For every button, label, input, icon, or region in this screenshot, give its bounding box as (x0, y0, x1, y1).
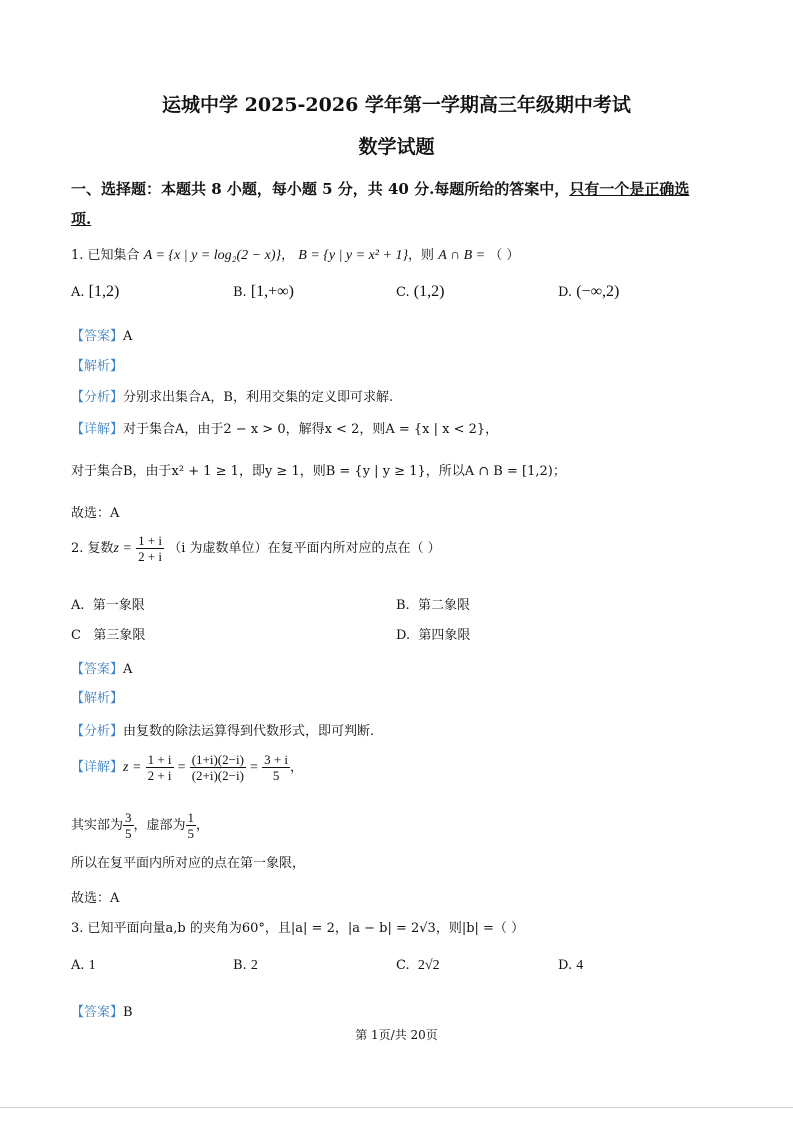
exam-subtitle: 数学试题 (358, 136, 435, 158)
answer-value: A (123, 329, 133, 344)
option-label: A. (71, 598, 85, 613)
exam-title: 运城中学 2025-2026 学年第一学期高三年级期中考试 (162, 94, 631, 116)
q2-option-a (71, 594, 145, 613)
option-value: 第四象限 (418, 628, 471, 643)
fenxi-text: 分别求出集合A，B，利用交集的定义即可求解. (123, 390, 394, 405)
q2-fenxi (71, 720, 374, 739)
frac-denominator: (2+i)(2−i) (191, 768, 244, 783)
q1-set-b: B = {y | y = x² + 1} (298, 248, 409, 263)
q2-detail-frac-3 (262, 752, 290, 783)
frac-denominator: 2 + i (147, 768, 172, 783)
option-value: 第二象限 (417, 598, 470, 613)
q1-detail (71, 418, 498, 437)
option-value: 2√2 (417, 958, 440, 973)
option-value: 第一象限 (92, 598, 145, 613)
q1-stem-mid: ，则 (408, 248, 435, 263)
option-value: 第三象限 (93, 628, 146, 643)
q2-analysis-tag (71, 687, 123, 706)
q2-detail-z: z = (123, 760, 142, 775)
answer-tag: 【答案】 (71, 662, 124, 677)
answer-value: A (123, 662, 133, 677)
q2-choose: 故选：A (71, 891, 120, 906)
analysis-tag: 【解析】 (71, 359, 124, 374)
q1-option-c (396, 283, 444, 301)
question-2-stem (71, 533, 441, 564)
q1-option-d (558, 283, 619, 301)
detail-text: 对于集合A，由于2 − x > 0，解得x < 2，则A = {x | x < 2}， (123, 422, 499, 437)
comma: ， (196, 818, 210, 833)
q1-stem-prefix: 1. 已知集合 (71, 248, 140, 263)
frac-denominator: 5 (272, 768, 280, 783)
q3-answer (71, 1001, 133, 1020)
imag-part-label: ，虚部为 (133, 818, 186, 833)
q1-analysis-tag (71, 355, 123, 374)
q1-sep: ， (281, 248, 295, 263)
option-label: B. (233, 285, 247, 300)
q3-option-a (71, 958, 96, 974)
question-1-stem (71, 248, 519, 264)
analysis-tag: 【解析】 (71, 691, 124, 706)
q1-fenxi (71, 386, 393, 405)
q2-stem-suffix: （i 为虚数单位）在复平面内所对应的点在（ ） (168, 541, 441, 556)
frac-denominator: 5 (125, 826, 132, 841)
frac-numerator: 1 (187, 810, 195, 825)
option-value: [1,2) (88, 283, 120, 300)
q3-option-b (233, 958, 258, 974)
imag-part-frac (186, 810, 197, 841)
q2-conclusion: 所以在复平面内所对应的点在第一象限， (71, 856, 306, 871)
option-label: B. (396, 598, 410, 613)
option-label: C. (396, 958, 410, 973)
comma: ， (290, 760, 304, 775)
option-label: D. (558, 285, 573, 300)
question-3-stem: 3. 已知平面向量a,b 的夹角为60°，且|a| = 2，|a − b| = 2√3，则|b| =（ ） (71, 921, 525, 936)
section-header-cont: 项. (71, 210, 92, 228)
q1-set-a: A = {x | y = log₂(2 − x)} (143, 248, 282, 263)
q2-z: z = (113, 541, 132, 556)
frac-numerator: 3 (125, 810, 132, 825)
q2-option-b (396, 594, 470, 613)
frac-denominator: 2 + i (138, 549, 163, 564)
answer-tag: 【答案】 (71, 1005, 124, 1020)
section-header-underlined: 只有一个是正确选 (569, 180, 690, 198)
option-label: C. (396, 285, 410, 300)
option-value: 1 (88, 958, 96, 973)
real-part-frac (123, 810, 134, 841)
section-header (71, 178, 689, 199)
q3-option-d (558, 958, 583, 974)
option-value: 2 (250, 958, 258, 973)
detail-tag: 【详解】 (71, 422, 124, 437)
q3-option-c (396, 958, 440, 974)
detail-tag: 【详解】 (71, 760, 124, 775)
frac-numerator: (1+i)(2−i) (191, 752, 244, 767)
q2-detail-frac-1 (146, 752, 174, 783)
option-value: (−∞,2) (576, 283, 620, 300)
option-label: D. (396, 628, 411, 643)
q1-answer (71, 325, 132, 344)
frac-numerator: 1 + i (138, 533, 163, 548)
q2-option-d (396, 624, 470, 643)
real-part-label: 其实部为 (71, 818, 124, 833)
frac-numerator: 3 + i (264, 752, 289, 767)
frac-numerator: 1 + i (147, 752, 172, 767)
q2-stem-prefix: 2. 复数 (71, 541, 114, 556)
option-value: [1,+∞) (250, 283, 294, 300)
equals-sign: = (177, 760, 186, 775)
fenxi-text: 由复数的除法运算得到代数形式，即可判断. (123, 724, 375, 739)
option-value: (1,2) (413, 283, 445, 300)
answer-tag: 【答案】 (71, 329, 124, 344)
option-value: 4 (576, 958, 584, 973)
option-label: A. (71, 958, 85, 973)
answer-value: B (123, 1005, 133, 1020)
q1-option-b (233, 283, 294, 301)
option-label: D. (558, 958, 573, 973)
q2-real-imag (71, 810, 209, 841)
q1-option-a (71, 283, 119, 301)
option-label: C (71, 628, 81, 643)
equals-sign: = (250, 760, 258, 775)
q2-detail (71, 752, 303, 783)
q2-detail-frac-2 (190, 752, 246, 783)
q2-answer (71, 658, 132, 677)
option-label: B. (233, 958, 247, 973)
page-footer: 第 1页/共 20页 (355, 1028, 438, 1042)
fenxi-tag: 【分析】 (71, 390, 124, 405)
fenxi-tag: 【分析】 (71, 724, 124, 739)
q1-detail-2: 对于集合B，由于x² + 1 ≥ 1，即y ≥ 1，则B = {y | y ≥ 1}，所以A ∩ B = [1,2)； (71, 464, 566, 479)
bottom-divider (0, 1107, 793, 1108)
frac-denominator: 5 (187, 826, 195, 841)
q1-paren: （ ） (489, 248, 520, 263)
option-label: A. (71, 285, 85, 300)
q2-fraction (136, 533, 164, 564)
section-header-text: 一、选择题：本题共 8 小题，每小题 5 分，共 40 分.每题所给的答案中， (71, 180, 570, 198)
q1-ask: A ∩ B = (438, 248, 486, 263)
q2-option-c (71, 624, 145, 643)
q1-choose: 故选：A (71, 506, 120, 521)
